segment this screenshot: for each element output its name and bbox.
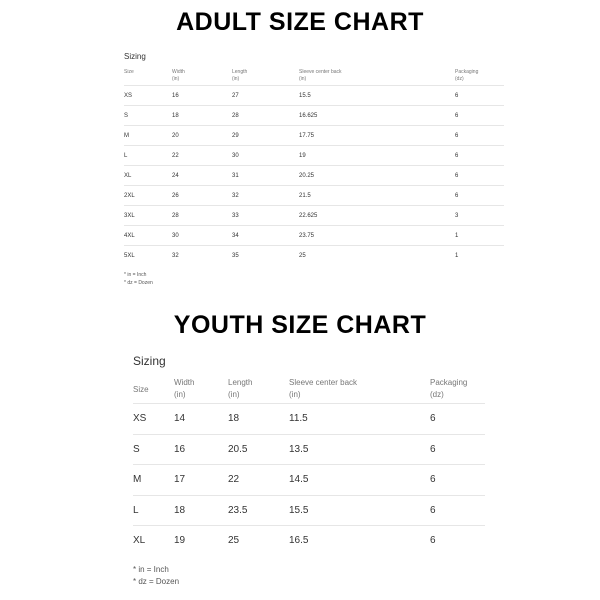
youth-header-length: Length (in)	[228, 378, 253, 399]
adult-header-row	[124, 69, 504, 86]
adult-cell-size: 2XL	[124, 186, 172, 206]
adult-header-size: Size	[124, 69, 134, 75]
youth-size-chart	[133, 354, 485, 588]
youth-cell-length: 22	[228, 465, 289, 496]
youth-header-sleeve: Sleeve center back (in)	[289, 378, 358, 399]
adult-cell-packaging: 6	[455, 146, 504, 166]
youth-cell-packaging: 6	[430, 526, 485, 556]
table-row	[124, 86, 504, 106]
youth-cell-width: 18	[174, 495, 228, 526]
youth-cell-sleeve: 13.5	[289, 434, 430, 465]
youth-cell-packaging: 6	[430, 465, 485, 496]
adult-cell-size: XL	[124, 166, 172, 186]
youth-cell-width: 19	[174, 526, 228, 556]
adult-cell-length: 30	[232, 146, 299, 166]
youth-cell-size: XL	[133, 526, 174, 556]
adult-cell-sleeve: 15.5	[299, 86, 455, 106]
adult-header-sleeve: Sleeve center back (in)	[299, 69, 342, 82]
youth-cell-packaging: 6	[430, 495, 485, 526]
youth-note-inch: * in = Inch	[133, 564, 169, 574]
adult-cell-packaging: 1	[455, 226, 504, 246]
youth-cell-length: 18	[228, 404, 289, 435]
adult-size-chart	[124, 52, 504, 287]
table-row	[124, 206, 504, 226]
adult-cell-length: 29	[232, 126, 299, 146]
youth-size-chart-title: YOUTH SIZE CHART	[173, 311, 427, 339]
adult-cell-length: 31	[232, 166, 299, 186]
table-row	[124, 186, 504, 206]
adult-size-table	[124, 69, 504, 265]
adult-cell-packaging: 1	[455, 246, 504, 266]
adult-cell-size: XS	[124, 86, 172, 106]
adult-cell-sleeve: 22.625	[299, 206, 455, 226]
adult-cell-size: 5XL	[124, 246, 172, 266]
table-row	[133, 465, 485, 496]
table-row	[124, 246, 504, 266]
adult-cell-size: L	[124, 146, 172, 166]
adult-cell-size: S	[124, 106, 172, 126]
adult-cell-length: 33	[232, 206, 299, 226]
adult-cell-size: 4XL	[124, 226, 172, 246]
table-row	[133, 526, 485, 556]
youth-header-size: Size	[133, 385, 149, 394]
adult-cell-width: 24	[172, 166, 232, 186]
adult-cell-packaging: 6	[455, 166, 504, 186]
adult-cell-length: 27	[232, 86, 299, 106]
adult-cell-packaging: 6	[455, 106, 504, 126]
adult-cell-length: 32	[232, 186, 299, 206]
youth-cell-size: L	[133, 495, 174, 526]
adult-cell-size: 3XL	[124, 206, 172, 226]
adult-cell-length: 34	[232, 226, 299, 246]
adult-cell-width: 20	[172, 126, 232, 146]
youth-cell-size: M	[133, 465, 174, 496]
table-row	[124, 106, 504, 126]
youth-cell-packaging: 6	[430, 404, 485, 435]
adult-cell-length: 35	[232, 246, 299, 266]
youth-cell-size: XS	[133, 404, 174, 435]
adult-cell-width: 26	[172, 186, 232, 206]
adult-cell-sleeve: 19	[299, 146, 455, 166]
adult-size-chart-title: ADULT SIZE CHART	[176, 8, 424, 36]
youth-cell-packaging: 6	[430, 434, 485, 465]
adult-cell-sleeve: 20.25	[299, 166, 455, 186]
adult-cell-sleeve: 25	[299, 246, 455, 266]
table-row	[124, 166, 504, 186]
table-row	[133, 404, 485, 435]
adult-header-length: Length (in)	[232, 69, 248, 82]
youth-cell-length: 20.5	[228, 434, 289, 465]
table-row	[133, 495, 485, 526]
adult-cell-sleeve: 16.625	[299, 106, 455, 126]
adult-cell-packaging: 3	[455, 206, 504, 226]
table-row	[124, 146, 504, 166]
adult-note-dozen: * dz = Dozen	[124, 280, 153, 286]
adult-cell-packaging: 6	[455, 86, 504, 106]
youth-header-width: Width (in)	[174, 378, 195, 399]
adult-header-width: Width (in)	[172, 69, 185, 82]
youth-cell-sleeve: 14.5	[289, 465, 430, 496]
youth-sizing-label: Sizing	[133, 354, 166, 368]
youth-cell-width: 17	[174, 465, 228, 496]
youth-cell-length: 23.5	[228, 495, 289, 526]
adult-cell-width: 22	[172, 146, 232, 166]
adult-cell-width: 30	[172, 226, 232, 246]
table-row	[124, 226, 504, 246]
adult-note-inch: * in = Inch	[124, 272, 147, 278]
adult-cell-width: 32	[172, 246, 232, 266]
adult-cell-width: 28	[172, 206, 232, 226]
youth-cell-length: 25	[228, 526, 289, 556]
adult-sizing-label: Sizing	[124, 52, 146, 61]
youth-header-row	[133, 377, 485, 404]
adult-cell-sleeve: 17.75	[299, 126, 455, 146]
table-row	[133, 434, 485, 465]
youth-header-packaging: Packaging (dz)	[430, 378, 468, 399]
adult-cell-width: 18	[172, 106, 232, 126]
youth-size-table	[133, 377, 485, 556]
youth-cell-width: 16	[174, 434, 228, 465]
adult-notes	[124, 271, 504, 287]
table-row	[124, 126, 504, 146]
adult-cell-size: M	[124, 126, 172, 146]
youth-cell-sleeve: 16.5	[289, 526, 430, 556]
youth-cell-size: S	[133, 434, 174, 465]
youth-note-dozen: * dz = Dozen	[133, 576, 180, 586]
youth-cell-sleeve: 15.5	[289, 495, 430, 526]
youth-notes	[133, 564, 485, 588]
adult-cell-packaging: 6	[455, 186, 504, 206]
youth-cell-width: 14	[174, 404, 228, 435]
adult-cell-sleeve: 21.5	[299, 186, 455, 206]
adult-cell-packaging: 6	[455, 126, 504, 146]
adult-cell-length: 28	[232, 106, 299, 126]
youth-cell-sleeve: 11.5	[289, 404, 430, 435]
adult-cell-width: 16	[172, 86, 232, 106]
adult-cell-sleeve: 23.75	[299, 226, 455, 246]
adult-header-packaging: Packaging (dz)	[455, 69, 479, 82]
